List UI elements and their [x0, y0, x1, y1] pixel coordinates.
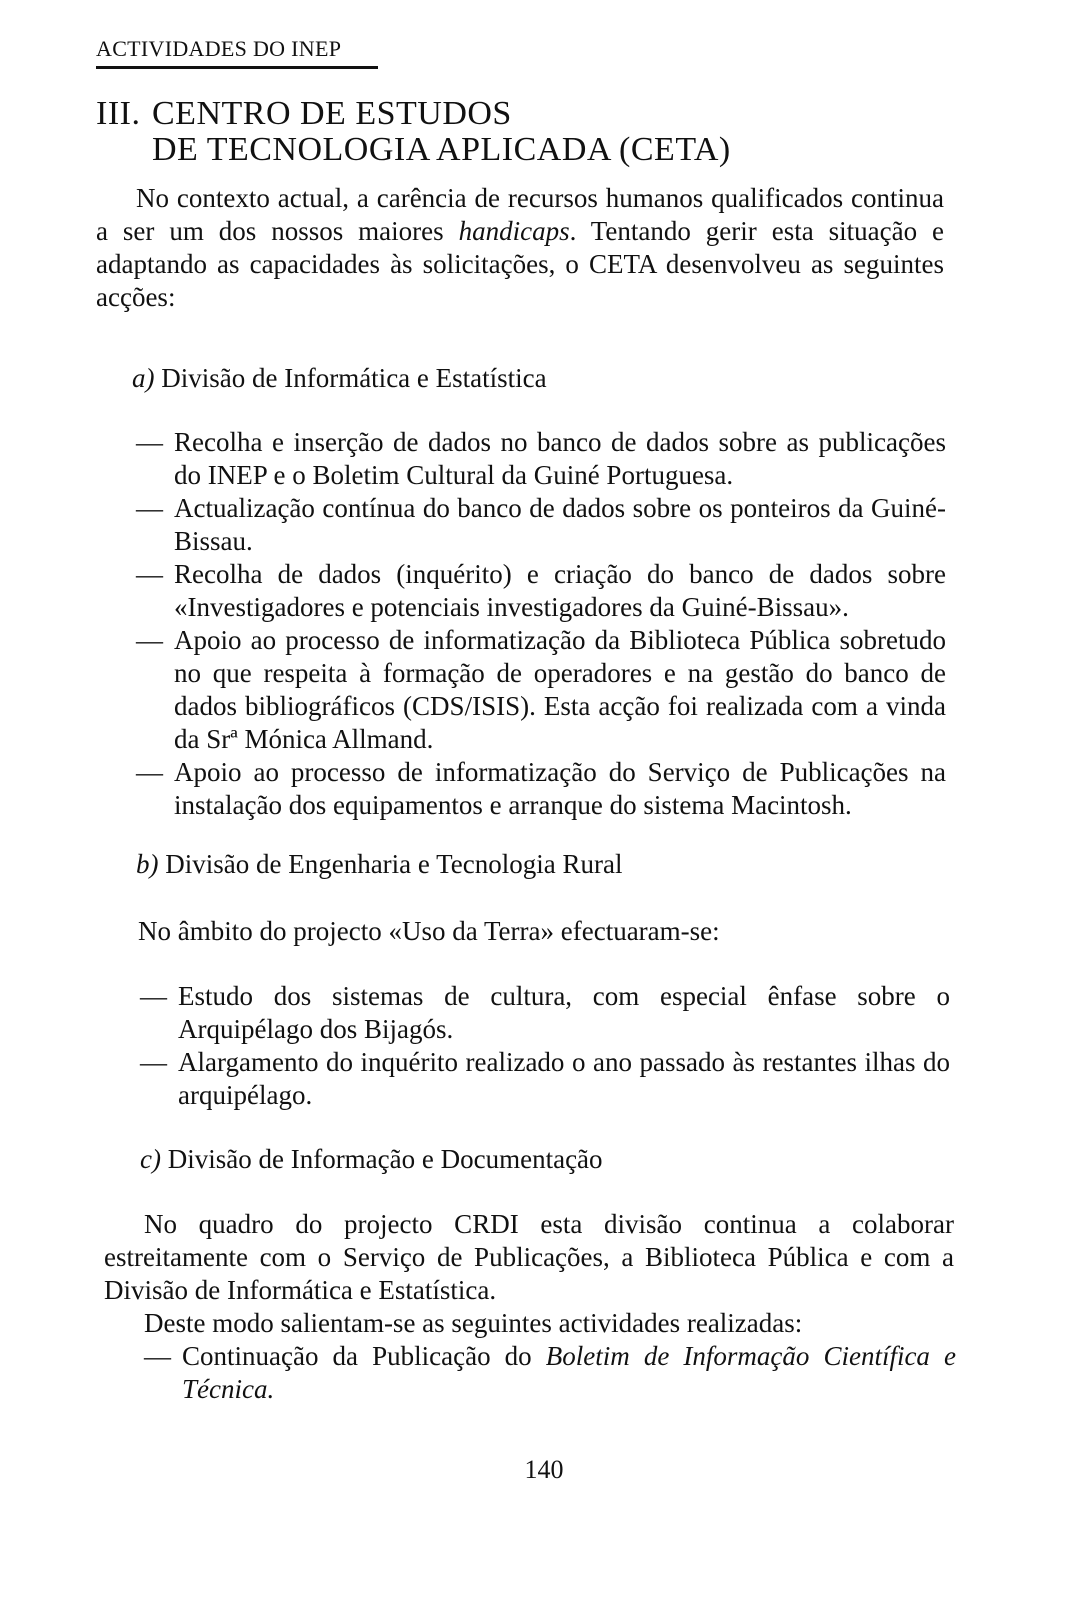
division-b-list: [140, 980, 950, 1112]
division-c-activities-intro: Deste modo salientam-se as seguintes actividades realizadas:: [144, 1308, 803, 1338]
intro-italic: handicaps: [458, 216, 570, 246]
item-text: Continuação da Publicação do: [182, 1341, 546, 1371]
list-item: — Recolha de dados (inquérito) e criação do banco de dados sobre «Investigadores e potenciais investigadores da Guiné-Bissau».: [136, 558, 946, 624]
list-item: — Alargamento do inquérito realizado o ano passado às restantes ilhas do arquipélago.: [140, 1046, 950, 1112]
division-b-heading: [136, 848, 622, 881]
division-a-letter: a): [132, 363, 155, 393]
division-c-paragraph: No quadro do projecto CRDI esta divisão continua a colaborar estreitamente com o Serviço de Publicações, a Biblioteca Pública e com a Divisão de Informática e Estatística.: [104, 1209, 954, 1305]
page-number: 140: [524, 1455, 564, 1484]
section-title: [96, 96, 731, 168]
section-number: III.: [96, 95, 141, 132]
list-item: — Estudo dos sistemas de cultura, com especial ênfase sobre o Arquipélago dos Bijagós.: [140, 980, 950, 1046]
list-item: [144, 1340, 956, 1406]
division-c-letter: c): [140, 1144, 161, 1174]
list-item: — Apoio ao processo de informatização do Serviço de Publicações na instalação dos equipamentos e arranque do sistema Macintosh.: [136, 756, 946, 822]
intro-paragraph: [96, 182, 944, 314]
section-title-line1: CENTRO DE ESTUDOS: [152, 95, 512, 132]
division-a-list: [136, 426, 946, 822]
list-item: — Actualização contínua do banco de dados sobre os ponteiros da Guiné-Bissau.: [136, 492, 946, 558]
list-item: — Apoio ao processo de informatização da Biblioteca Pública sobretudo no que respeita à formação de operadores e na gestão do banco de dados bibliográficos (CDS/ISIS). Esta acção foi realizada com a vinda da Srª Mónica Allmand.: [136, 624, 946, 756]
division-c-list: [144, 1340, 956, 1406]
division-c-title: Divisão de Informação e Documentação: [167, 1144, 603, 1174]
division-c-heading: [140, 1143, 603, 1176]
intro-text-after: . Tentando gerir esta situação e adaptando as capacidades às solicitações, o CETA desenvolveu as seguintes acções:: [96, 216, 945, 312]
division-a-title: Divisão de Informática e Estatística: [161, 363, 547, 393]
division-b-title: Divisão de Engenharia e Tecnologia Rural: [165, 849, 623, 879]
list-item: — Recolha e inserção de dados no banco de dados sobre as publicações do INEP e o Boletim Cultural da Guiné Portuguesa.: [136, 426, 946, 492]
division-a-heading: [132, 362, 547, 395]
running-header: ACTIVIDADES DO INEP: [96, 36, 378, 69]
division-b-letter: b): [136, 849, 159, 879]
division-b-intro: No âmbito do projecto «Uso da Terra» efectuaram-se:: [138, 916, 720, 946]
item-italic-title: Boletim de Informação Científica e Técnica.: [182, 1341, 956, 1404]
intro-text-before: No contexto actual, a carência de recursos humanos qualificados continua a ser um dos nossos maiores: [96, 183, 944, 246]
section-title-line2: DE TECNOLOGIA APLICADA (CETA): [152, 131, 731, 168]
